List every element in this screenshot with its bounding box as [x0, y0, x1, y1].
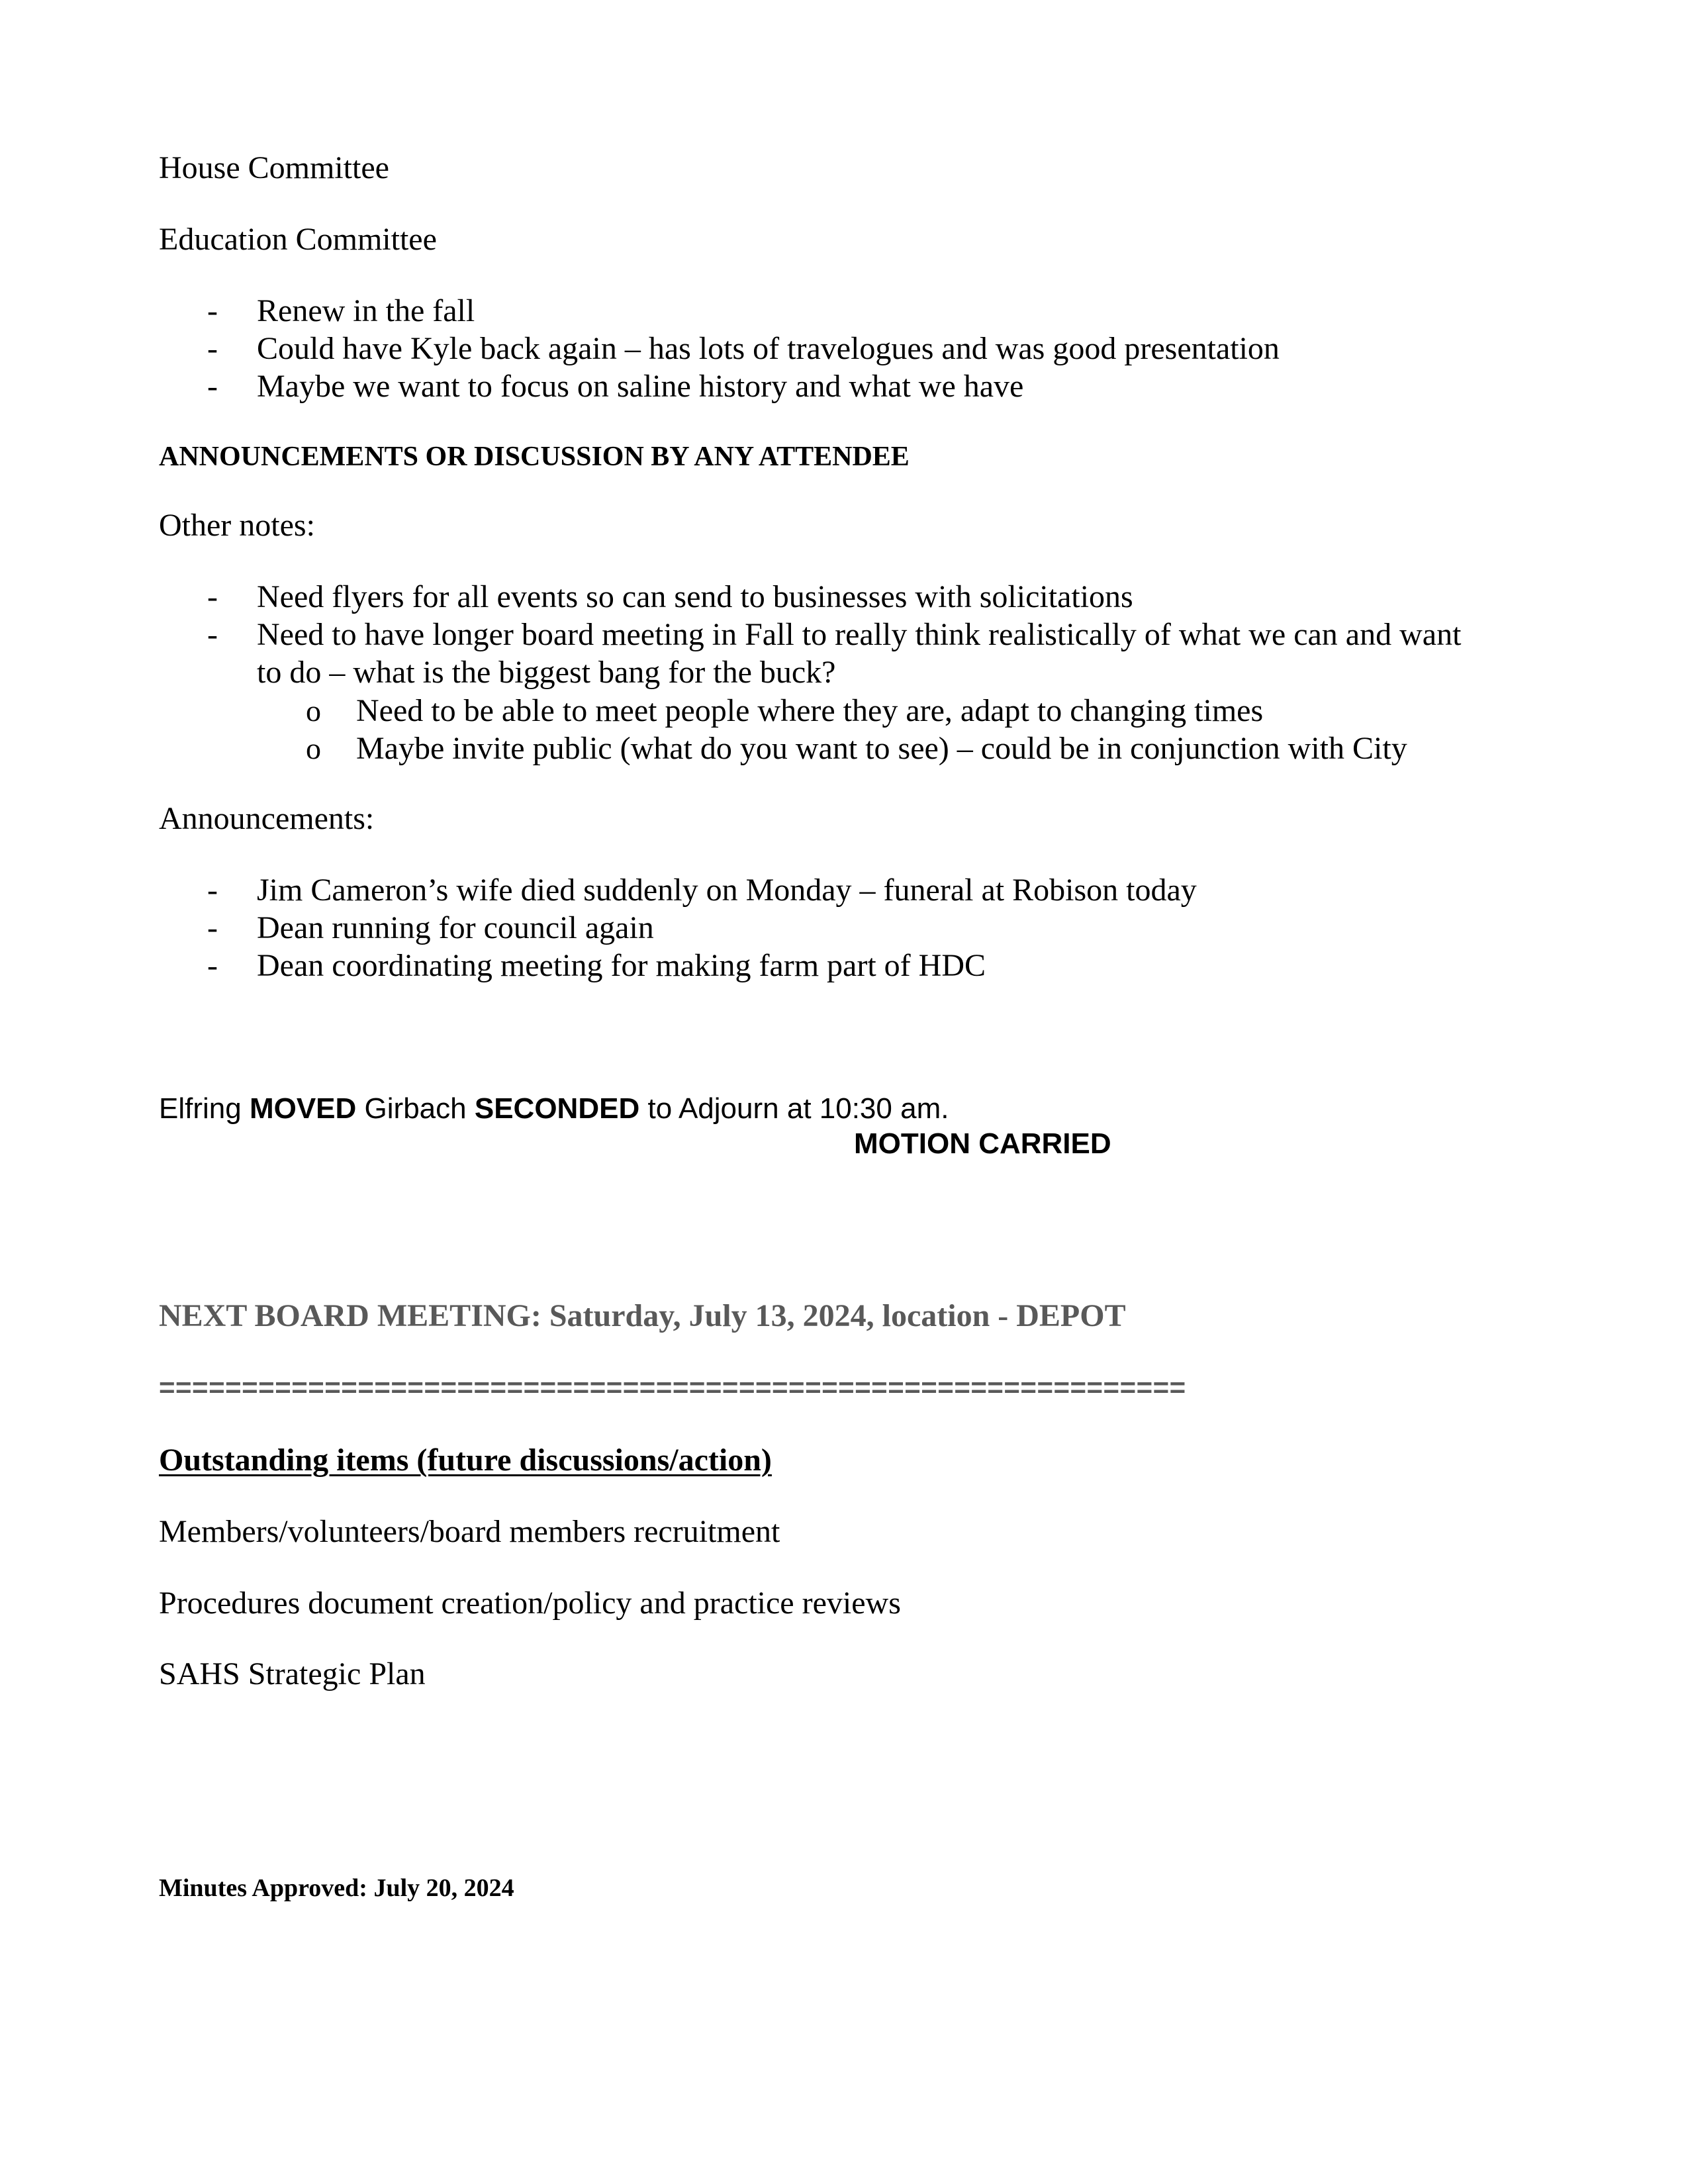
bullet-dash: -: [207, 369, 218, 404]
sub-bullet-circle: o: [306, 732, 321, 765]
other-notes-bullet-2-line-2: to do – what is the biggest bang for the buck?: [257, 655, 836, 690]
motion-action: to Adjourn at 10:30 am.: [647, 1092, 949, 1125]
motion-mover: Elfring: [159, 1092, 242, 1125]
bullet-dash: -: [207, 293, 218, 328]
announcements-discussion-heading: ANNOUNCEMENTS OR DISCUSSION BY ANY ATTENDEE: [159, 442, 910, 472]
bullet-dash: -: [207, 331, 218, 366]
bullet-dash: -: [207, 948, 218, 983]
motion-result: MOTION CARRIED: [854, 1127, 1111, 1160]
announcement-bullet-3: Dean coordinating meeting for making farm part of HDC: [257, 948, 986, 983]
other-notes-sub-bullet-1: Need to be able to meet people where they are, adapt to changing times: [356, 693, 1264, 728]
education-committee-heading: Education Committee: [159, 222, 437, 257]
next-board-meeting: NEXT BOARD MEETING: Saturday, July 13, 2024, location - DEPOT: [159, 1298, 1126, 1333]
motion-seconder: Girbach: [364, 1092, 467, 1125]
bullet-dash: -: [207, 910, 218, 945]
motion-line: [159, 1090, 949, 1127]
bullet-dash: -: [207, 579, 218, 614]
announcements-heading: Announcements:: [159, 801, 375, 836]
announcement-bullet-1: Jim Cameron’s wife died suddenly on Monday – funeral at Robison today: [257, 873, 1197, 908]
bullet-dash: -: [207, 873, 218, 908]
announcement-bullet-2: Dean running for council again: [257, 910, 654, 945]
house-committee-heading: House Committee: [159, 150, 389, 185]
motion-moved-label: MOVED: [249, 1092, 357, 1125]
minutes-approved: Minutes Approved: July 20, 2024: [159, 1874, 514, 1902]
education-bullet-3: Maybe we want to focus on saline history and what we have: [257, 369, 1024, 404]
sub-bullet-circle: o: [306, 694, 321, 728]
education-bullet-2: Could have Kyle back again – has lots of travelogues and was good presentation: [257, 331, 1280, 366]
outstanding-item-3: SAHS Strategic Plan: [159, 1656, 426, 1691]
separator-line: ==============================================================: [159, 1372, 1186, 1403]
bullet-dash: -: [207, 617, 218, 652]
outstanding-item-1: Members/volunteers/board members recruitment: [159, 1514, 780, 1549]
outstanding-items-heading: Outstanding items (future discussions/action): [159, 1443, 772, 1478]
other-notes-bullet-1: Need flyers for all events so can send to businesses with solicitations: [257, 579, 1133, 614]
other-notes-heading: Other notes:: [159, 508, 315, 543]
other-notes-sub-bullet-2: Maybe invite public (what do you want to see) – could be in conjunction with City: [356, 731, 1407, 766]
motion-seconded-label: SECONDED: [474, 1092, 640, 1125]
outstanding-item-2: Procedures document creation/policy and practice reviews: [159, 1586, 901, 1621]
education-bullet-1: Renew in the fall: [257, 293, 475, 328]
other-notes-bullet-2-line-1: Need to have longer board meeting in Fall to really think realistically of what we can and want: [257, 617, 1462, 652]
